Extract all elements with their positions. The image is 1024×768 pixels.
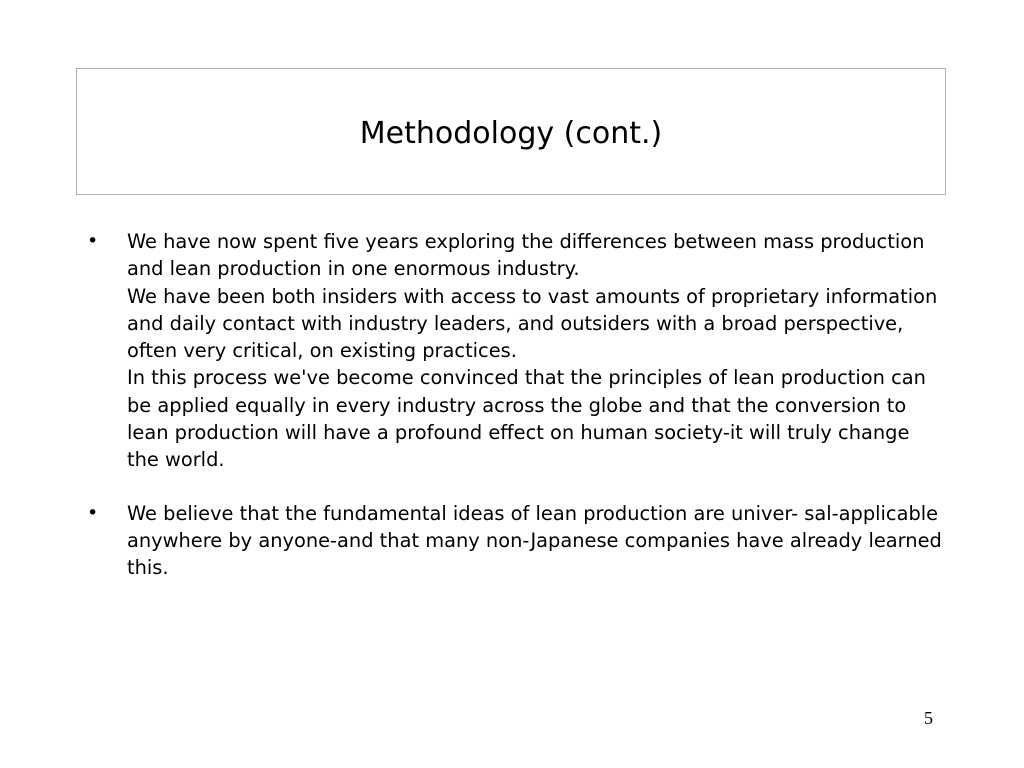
bullet-text [127,500,945,582]
slide-title: Methodology (cont.) [359,116,663,151]
bullet-icon: • [87,501,99,524]
bullet-paragraph: We have been both insiders with access to vast amounts of proprietary information and daily contact with industry leaders, and outsiders with a broad perspective, often very critical, on existing practices. [127,284,938,363]
page-number: 5 [924,708,933,728]
bullet-paragraph: We believe that the fundamental ideas of lean production are univer- sal-applicable anywhere by anyone-and that many non-Japanese companies have already learned this. [127,501,942,580]
bullet-paragraph: In this process we've become convinced that the principles of lean production can be applied equally in every industry across the globe and that the conversion to lean production will have a profound effect on human society-it will truly change the world. [127,366,926,472]
bullet-icon: • [87,230,99,252]
bullet-item [85,228,945,474]
bullet-text [127,228,945,474]
bullet-list [85,228,945,608]
bullet-paragraph: We have now spent five years exploring the differences between mass production and lean production in one enormous industry. [127,230,925,281]
bullet-item [85,500,945,582]
title-box [76,68,946,195]
